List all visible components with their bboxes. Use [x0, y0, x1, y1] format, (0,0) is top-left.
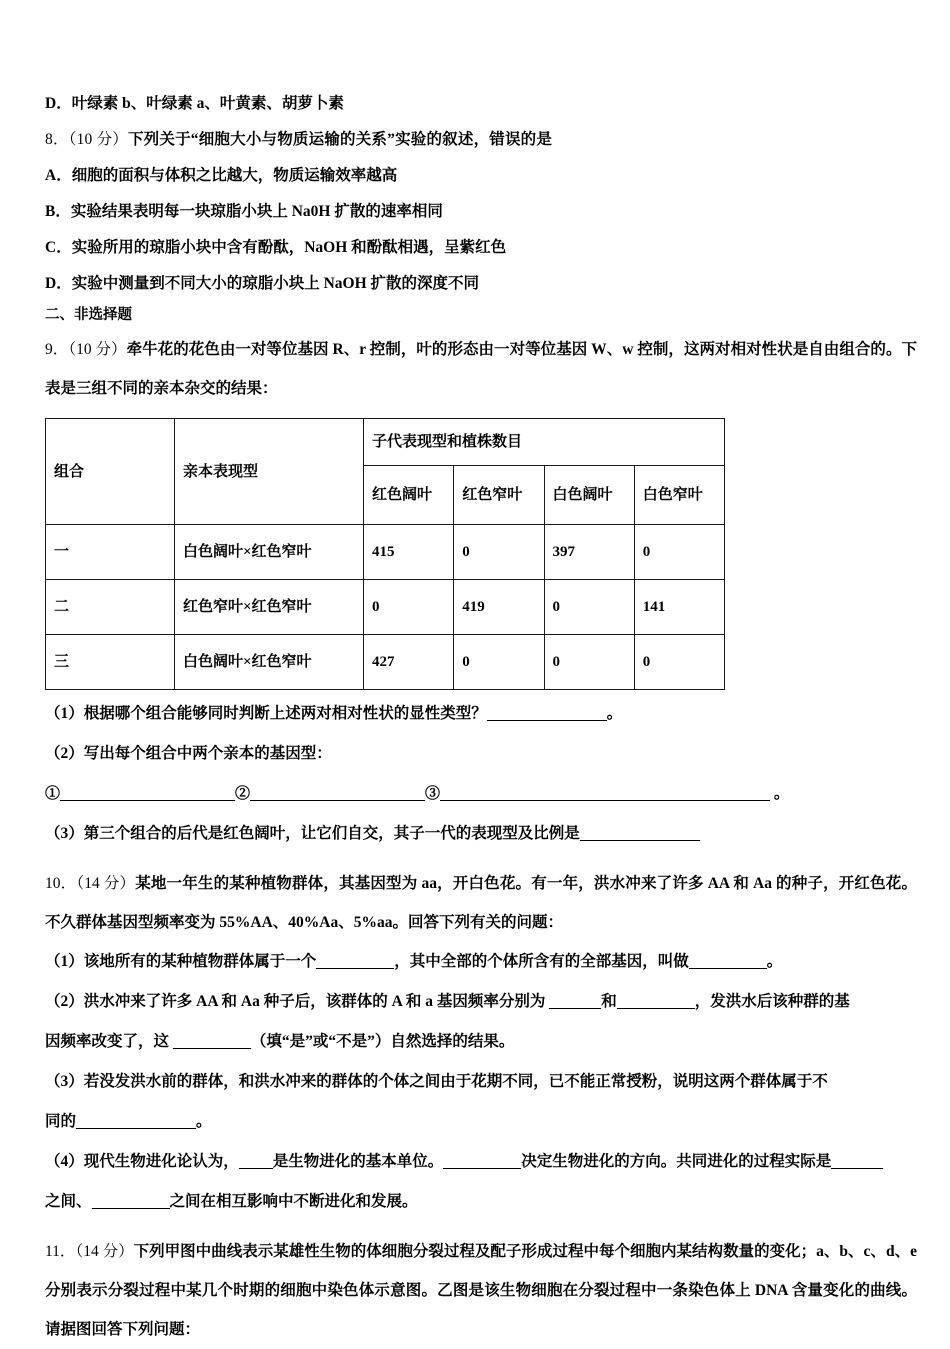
- answer-blank[interactable]: [173, 1048, 251, 1049]
- question-8-number: 8．: [45, 131, 69, 148]
- question-10-sub-1-text-a: （1）该地所有的某种植物群体属于一个: [45, 953, 317, 970]
- question-9-stem: [45, 330, 917, 408]
- row-3-parent: 白色阔叶×红色窄叶: [175, 635, 364, 690]
- section-heading-2: 二、非选择题: [45, 307, 132, 323]
- question-10-sub-4-text-d: 之间、: [45, 1193, 92, 1210]
- question-9-sub-3: [45, 814, 917, 854]
- question-9-text: 牵牛花的花色由一对等位基因 R、r 控制，叶的形态由一对等位基因 W、w 控制，这两对相对性状是自由组合的。下表是三组不同的亲本杂交的结果：: [45, 341, 917, 397]
- question-8-score: （10 分）: [68, 131, 128, 148]
- table-header-white-narrow: 白色窄叶: [634, 466, 724, 525]
- row-1-count-3: 397: [544, 525, 634, 580]
- row-1-count-4: 0: [634, 525, 724, 580]
- row-1-count-2: 0: [454, 525, 544, 580]
- question-10-sub-2-text-a: （2）洪水冲来了许多 AA 和 Aa 种子后，该群体的 A 和 a 基因频率分别为: [45, 993, 546, 1010]
- question-9-number: 9．: [45, 341, 69, 358]
- question-10-sub-2-line-1: [45, 982, 917, 1022]
- table-header-combo: 组合: [46, 419, 175, 525]
- row-1-count-1: 415: [364, 525, 454, 580]
- answer-blank[interactable]: [316, 968, 394, 969]
- question-10-sub-1-text-c: 。: [766, 953, 783, 970]
- row-3-combo: 三: [46, 635, 175, 690]
- answer-blank[interactable]: [60, 800, 235, 801]
- question-10-sub-3-line-1: [45, 1062, 917, 1102]
- row-1-combo: 一: [46, 525, 175, 580]
- row-3-count-2: 0: [454, 635, 544, 690]
- question-10-sub-3-text-b: 同的: [45, 1113, 77, 1130]
- question-11-score: （14 分）: [75, 1243, 134, 1260]
- page-content: [45, 86, 917, 1349]
- question-10-sub-3-period: 。: [196, 1113, 212, 1130]
- question-10-sub-2-line-2: [45, 1022, 917, 1062]
- fill-mark-3: ③: [425, 786, 441, 802]
- table-header-red-broad: 红色阔叶: [364, 466, 454, 525]
- answer-blank[interactable]: [443, 1168, 521, 1169]
- question-8-option-b: B．实验结果表明每一块琼脂小块上 Na0H 扩散的速率相同: [45, 203, 443, 220]
- fill-mark-2: ②: [235, 786, 251, 802]
- question-10-sub-2-text-c-tail: 因频率改变了，这: [45, 1033, 170, 1050]
- fill-mark-1: ①: [45, 786, 61, 802]
- question-9-sub-1-period: 。: [606, 705, 623, 722]
- table-row: [46, 635, 725, 690]
- row-2-combo: 二: [46, 580, 175, 635]
- table-header-red-narrow: 红色窄叶: [454, 466, 544, 525]
- question-10-sub-4-text-b: 是生物进化的基本单位。: [272, 1153, 444, 1170]
- question-11-text: 下列甲图中曲线表示某雄性生物的体细胞分裂过程及配子形成过程中每个细胞内某结构数量的变化；a、b、c、d、e 分别表示分裂过程中某几个时期的细胞中染色体示意图。乙图是该生物细胞在分裂过程中一条染色体上 DNA 含量变化的曲线。请据图回答下列问题：: [45, 1243, 917, 1338]
- answer-blank[interactable]: [239, 1168, 273, 1169]
- table-header-offspring-group: 子代表现型和植株数目: [364, 419, 725, 466]
- question-8-option-c: C．实验所用的琼脂小块中含有酚酞，NaOH 和酚酞相遇，呈紫红色: [45, 239, 507, 256]
- question-10-sub-1-text-b: ，其中全部的个体所含有的全部基因，叫做: [394, 953, 689, 970]
- option-d-previous: D．叶绿素 b、叶绿素 a、叶黄素、胡萝卜素: [45, 95, 344, 112]
- question-10-sub-3-line-2: [45, 1102, 917, 1142]
- question-10-sub-4-text-a: （4）现代生物进化论认为，: [45, 1153, 239, 1170]
- answer-blank[interactable]: [92, 1208, 170, 1209]
- table-row: [46, 580, 725, 635]
- question-8-text: 下列关于“细胞大小与物质运输的关系”实验的叙述，错误的是: [127, 131, 553, 148]
- answer-blank[interactable]: [617, 1008, 695, 1009]
- question-9-fill-tail: 。: [773, 785, 790, 802]
- table-header-parent: 亲本表现型: [175, 419, 364, 525]
- question-9-genotype-blanks: [45, 774, 917, 814]
- answer-blank[interactable]: [440, 800, 770, 801]
- row-3-count-1: 427: [364, 635, 454, 690]
- answer-blank[interactable]: [250, 800, 425, 801]
- question-10-sub-4-text-c: 决定生物进化的方向。共同进化的过程实际是: [521, 1153, 832, 1170]
- question-8-stem: [45, 122, 917, 158]
- answer-blank[interactable]: [831, 1168, 883, 1169]
- question-9-score: （10 分）: [68, 341, 127, 358]
- answer-blank[interactable]: [76, 1128, 196, 1129]
- row-2-parent: 红色窄叶×红色窄叶: [175, 580, 364, 635]
- answer-blank[interactable]: [689, 968, 767, 969]
- question-10-sub-4-text-e: 之间在相互影响中不断进化和发展。: [169, 1193, 418, 1210]
- question-11-number: 11．: [45, 1243, 76, 1260]
- question-9-sub-1: [45, 694, 917, 734]
- row-3-count-3: 0: [544, 635, 634, 690]
- question-10-sub-2-text-b: 和: [601, 993, 617, 1010]
- question-10-sub-4-line-1: [45, 1142, 917, 1182]
- table-row: [46, 525, 725, 580]
- question-10-text: 某地一年生的某种植物群体，其基因型为 aa，开白色花。有一年，洪水冲来了许多 AA 和 Aa 的种子，开红色花。不久群体基因型频率变为 55%AA、40%Aa、5%aa。回答下列有关的问题：: [45, 875, 917, 931]
- question-10-sub-2-text-c-head: ，发洪水后该种群的基: [694, 993, 850, 1010]
- question-11-stem: [45, 1232, 917, 1349]
- question-10-sub-3-text-a: （3）若没发洪水前的群体，和洪水冲来的群体的个体之间由于花期不同，已不能正常授粉，说明这两个群体属于不: [45, 1073, 828, 1090]
- answer-blank[interactable]: [487, 720, 607, 721]
- row-2-count-4: 141: [634, 580, 724, 635]
- row-2-count-3: 0: [544, 580, 634, 635]
- row-1-parent: 白色阔叶×红色窄叶: [175, 525, 364, 580]
- question-10-sub-1: [45, 942, 917, 982]
- question-8-option-a: A．细胞的面积与体积之比越大，物质运输效率越高: [45, 167, 398, 184]
- row-3-count-4: 0: [634, 635, 724, 690]
- question-10-number: 10．: [45, 875, 77, 892]
- row-2-count-2: 419: [454, 580, 544, 635]
- genetics-results-table: [45, 418, 725, 690]
- question-10-sub-4-line-2: [45, 1182, 917, 1222]
- answer-blank[interactable]: [580, 840, 700, 841]
- question-9-sub-2: （2）写出每个组合中两个亲本的基因型：: [45, 745, 332, 762]
- table-header-row-1: [46, 419, 725, 466]
- question-10-sub-2-text-d: （填“是”或“不是”）自然选择的结果。: [250, 1033, 515, 1050]
- row-2-count-1: 0: [364, 580, 454, 635]
- question-10-stem: [45, 864, 917, 942]
- question-10-score: （14 分）: [76, 875, 136, 892]
- question-8-option-d: D．实验中测量到不同大小的琼脂小块上 NaOH 扩散的深度不同: [45, 275, 480, 292]
- question-9-sub-1-text: （1）根据哪个组合能够同时判断上述两对相对性状的显性类型？: [45, 705, 487, 722]
- answer-blank[interactable]: [549, 1008, 601, 1009]
- table-header-white-broad: 白色阔叶: [544, 466, 634, 525]
- question-9-sub-3-text: （3）第三个组合的后代是红色阔叶，让它们自交，其子一代的表现型及比例是: [45, 825, 580, 842]
